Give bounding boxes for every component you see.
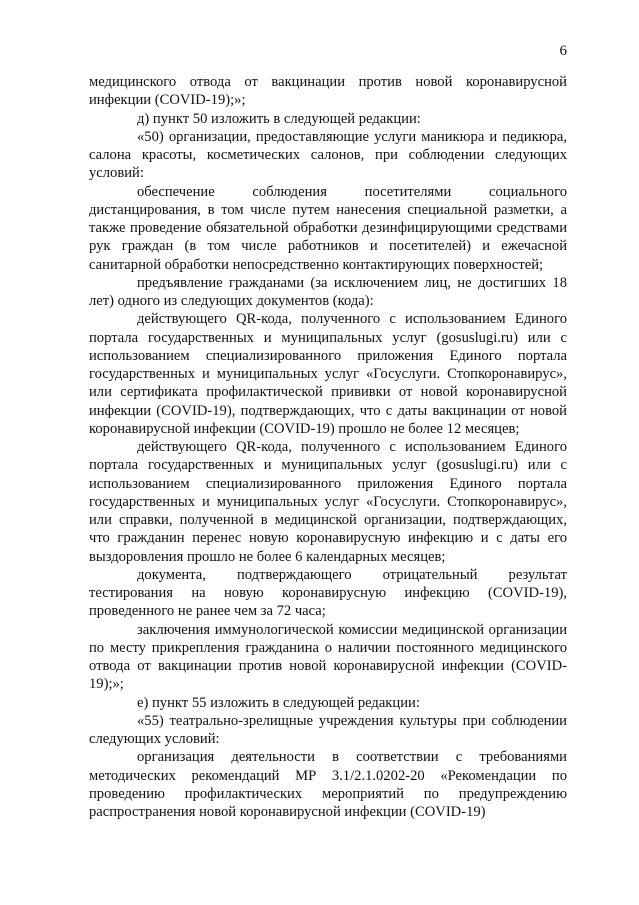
paragraph-continuation: медицинского отвода от вакцинации против новой коронавирусной инфекции (COVID-19);»; bbox=[89, 74, 567, 109]
paragraph-item-e: е) пункт 55 изложить в следующей редакции: bbox=[137, 694, 420, 711]
paragraph-point-50: «50) организации, предоставляющие услуги маникюра и педикюра, салона красоты, косметических салонов, при соблюдении следующих условий: bbox=[89, 128, 567, 182]
paragraph-negative-test: документа, подтверждающего отрицательный результат тестирования на новую коронавирусную инфекцию (COVID-19), проведенного не ранее чем за 72 часа; bbox=[89, 566, 567, 620]
page-number: 6 bbox=[559, 43, 567, 59]
paragraph-medical-exemption: заключения иммунологической комиссии медицинской организации по месту прикрепления гражданина о наличии постоянного медицинского отвода от вакцинации против новой коронавирусной инфекции (COVID-19);»; bbox=[89, 621, 567, 693]
paragraph-organization: организация деятельности в соответствии с требованиями методических рекомендаций МР 3.1/2.1.0202-20 «Рекомендации по проведению профилактических мероприятий по предупреждению распространения новой коронавирусной инфекции (COVID-19) bbox=[89, 749, 567, 820]
paragraph-point-55: «55) театрально-зрелищные учреждения культуры при соблюдении следующих условий: bbox=[89, 712, 567, 747]
paragraph-documents: предъявление гражданами (за исключением лиц, не достигших 18 лет) одного из следующих документов (кода): bbox=[89, 274, 567, 309]
document-body bbox=[89, 73, 567, 821]
paragraph-distancing: обеспечение соблюдения посетителями социального дистанцирования, в том числе путем нанесения специальной разметки, а также проведение обязательной обработки дезинфицирующими средствами рук граждан (в том числе работников и посетителей) и ежечасной санитарной обработки непосредственно контактирующих поверхностей; bbox=[89, 183, 567, 273]
paragraph-item-d: д) пункт 50 изложить в следующей редакции: bbox=[137, 110, 421, 127]
paragraph-qr-recovery: действующего QR-кода, полученного с использованием Единого портала государственных и муниципальных услуг (gosuslugi.ru) или с использованием специализированного приложения Единого портала государственных и муниципальных услуг «Госуслуги. Стопкоронавирус», или справки, полученной в медицинской организации, подтверждающих, что гражданин перенес новую коронавирусную инфекцию и с даты его выздоровления прошло не более 6 календарных месяцев; bbox=[89, 439, 567, 565]
paragraph-qr-vaccination: действующего QR-кода, полученного с использованием Единого портала государственных и муниципальных услуг (gosuslugi.ru) или с использованием специализированного приложения Единого портала государственных и муниципальных услуг «Госуслуги. Стопкоронавирус», или сертификата профилактической прививки от новой коронавирусной инфекции (COVID-19), подтверждающих, что с даты вакцинации от новой коронавирусной инфекции (COVID-19) прошло не более 12 месяцев; bbox=[89, 311, 567, 437]
